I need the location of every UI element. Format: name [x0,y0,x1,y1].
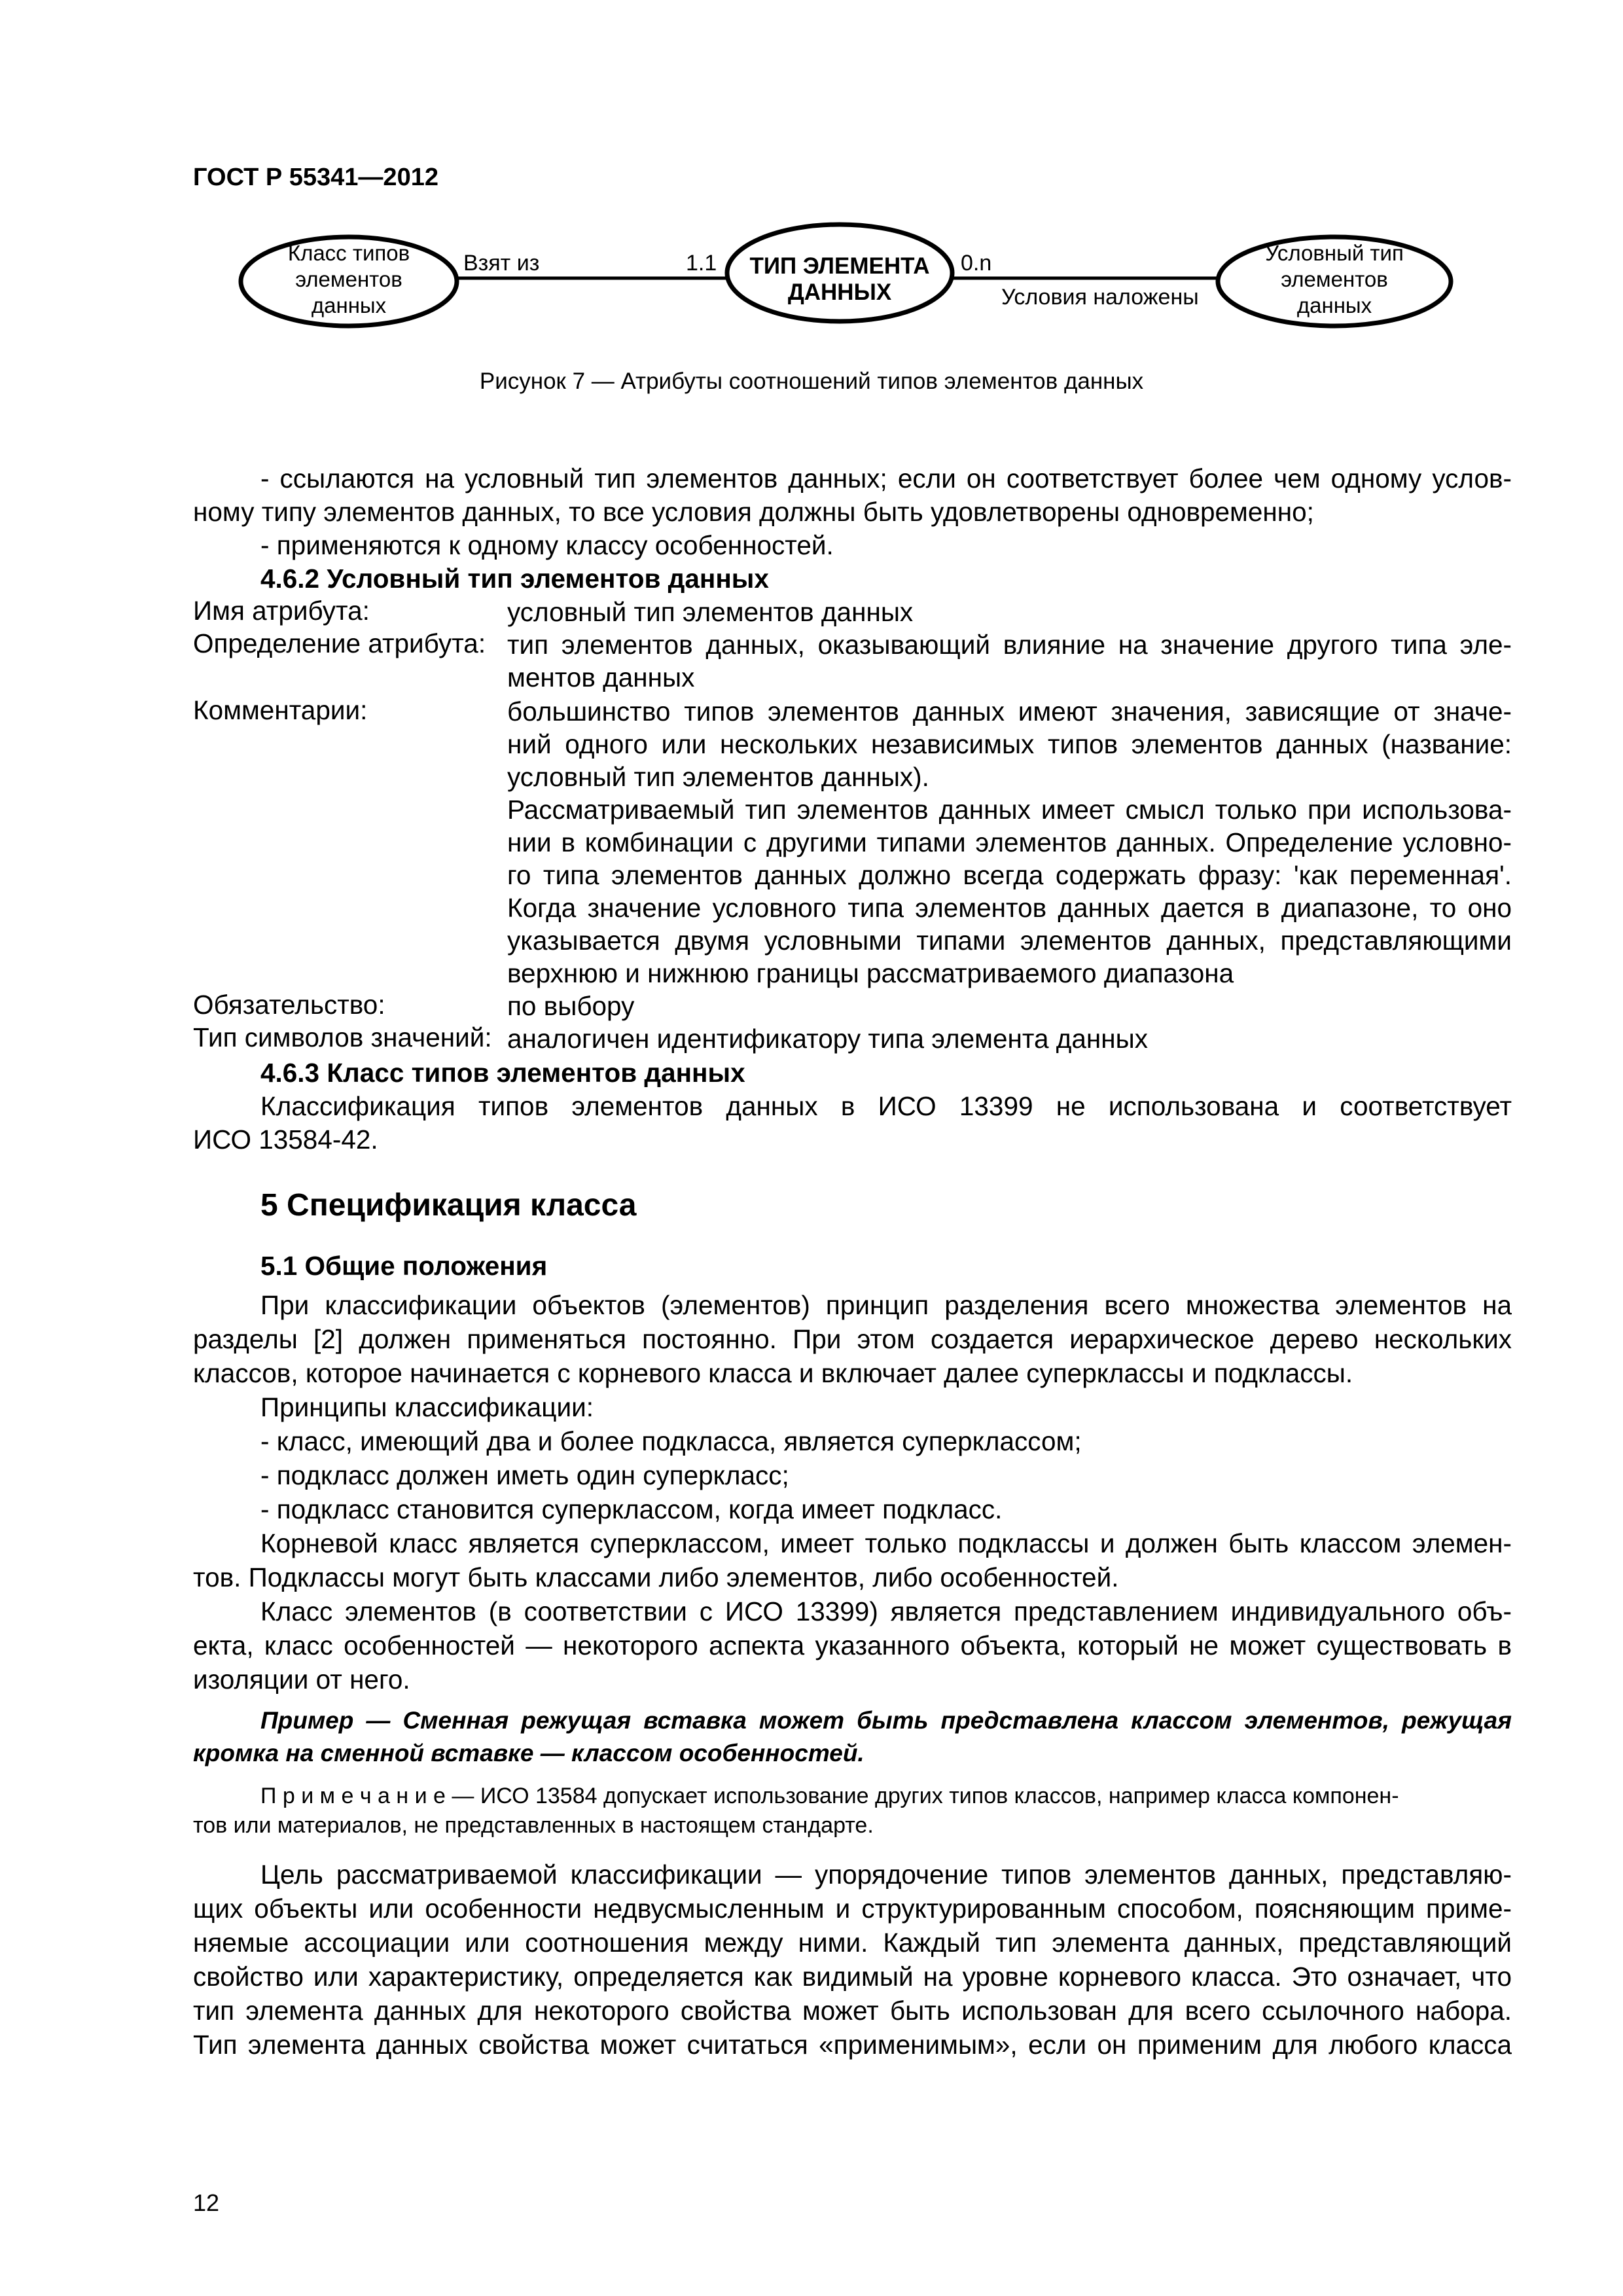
section-heading: 4.6.2 Условный тип элементов данных [260,564,769,594]
section-heading: 4.6.3 Класс типов элементов данных [260,1058,745,1088]
subsection-heading: 5.1 Общие положения [260,1251,548,1281]
paragraph-line: Цель рассматриваемой классификации — упорядочение типов элементов данных, представляю- [260,1859,1512,1890]
list-item: - подкласс должен иметь один суперкласс; [260,1460,789,1490]
attr-value: указывается двумя условными типами элементов данных, представляющими [507,925,1512,956]
right-node-line-2: элементов [1281,267,1388,291]
paragraph-line: разделы [2] должен применяться постоянно. При этом создается иерархическое дерево нескольких [193,1324,1512,1354]
figure-caption: Рисунок 7 — Атрибуты соотношений типов элементов данных [479,368,1144,394]
paragraph-line: классов, которое начинается с корневого класса и включает далее суперклассы и подклассы. [193,1358,1353,1388]
left-node-line-1: Класс типов [287,241,410,265]
left-cardinality: 1.1 [686,251,717,276]
left-node-line-3: данных [311,293,387,317]
example-line: Пример — Сменная режущая вставка может быть представлена классом элементов, режущая [260,1707,1512,1734]
note-line [260,1782,1512,1811]
attr-value: нии в комбинации с другими типами элементов данных. Определение условно- [507,827,1512,857]
right-node-line-1: Условный тип [1265,241,1404,265]
note-line: тов или материалов, не представленных в настоящем стандарте. [193,1813,874,1838]
right-cardinality: 0.n [961,251,992,276]
attr-value: условный тип элементов данных). [507,762,929,792]
bullet-text: - применяются к одному классу особенностей. [260,530,834,560]
attr-label: Имя атрибута: [193,596,370,626]
bullet-text: - ссылаются на условный тип элементов данных; если он соответствует более чем одному услов- [260,463,1512,493]
paragraph-line: няемые ассоциации или соотношения между ними. Каждый тип элемента данных, представляющий [193,1928,1512,1958]
attr-label: Определение атрибута: [193,628,486,658]
paragraph-line: щих объекты или особенности недвусмысленным и структурированным способом, поясняющим приме- [193,1893,1512,1924]
paragraph-line: Корневой класс является суперклассом, имеет только подклассы и должен быть классом элемен- [260,1528,1512,1558]
right-link-label: Условия наложены [1001,285,1199,310]
note-text: — ИСО 13584 допускает использование других типов классов, например класса компонен- [445,1784,1399,1808]
bullet-text: ному типу элементов данных, то все условия должны быть удовлетворены одновременно; [193,497,1314,527]
document-code: ГОСТ Р 55341—2012 [193,164,438,191]
paragraph-line: Класс элементов (в соответствии с ИСО 13399) является представлением индивидуального объ- [260,1596,1512,1626]
paragraph-line: тип элемента данных для некоторого свойства может быть использован для всего ссылочного набора. [193,1996,1512,2026]
attr-label: Обязательство: [193,990,385,1020]
paragraph-line: При классификации объектов (элементов) принцип разделения всего множества элементов на [260,1290,1512,1320]
paragraph-line: екта, класс особенностей — некоторого аспекта указанного объекта, который не может существовать в [193,1630,1512,1660]
relationship-diagram [0,0,1623,367]
attr-value: условный тип элементов данных [507,597,914,627]
attr-value: большинство типов элементов данных имеют значения, зависящие от значе- [507,696,1512,726]
paragraph-line: Классификация типов элементов данных в ИСО 13399 не использована и соответствует [260,1091,1512,1121]
paragraph-line: Тип элемента данных свойства может считаться «применимым», если он применим для любого класса [193,2030,1512,2060]
section-title: 5 Спецификация класса [260,1188,637,1223]
paragraph-line: тов. Подклассы могут быть классами либо элементов, либо особенностей. [193,1562,1119,1592]
center-node-line-2: ДАННЫХ [787,279,892,305]
attr-value: по выбору [507,991,635,1021]
left-link-label: Взят из [463,251,540,276]
right-node-line-3: данных [1296,293,1372,317]
attr-value: тип элементов данных, оказывающий влияние на значение другого типа эле- [507,630,1512,660]
example-line: кромка на сменной вставке — классом особенностей. [193,1740,865,1767]
attr-value: го типа элементов данных должно всегда содержать фразу: 'как переменная'. [507,860,1512,890]
attr-value: Когда значение условного типа элементов данных дается в диапазоне, то оно [507,893,1512,923]
left-node-line-2: элементов [295,267,402,291]
paragraph-line: свойство или характеристику, определяется как видимый на уровне корневого класса. Это означает, что [193,1962,1512,1992]
list-item: - класс, имеющий два и более подкласса, является суперклассом; [260,1426,1082,1456]
page-number: 12 [193,2189,220,2216]
paragraph-line: Принципы классификации: [260,1392,594,1422]
attr-value: верхнюю и нижнюю границы рассматриваемого диапазона [507,958,1234,988]
paragraph-line: ИСО 13584-42. [193,1124,378,1155]
attr-value: аналогичен идентификатору типа элемента данных [507,1024,1149,1054]
attr-value: Рассматриваемый тип элементов данных имеет смысл только при использова- [507,795,1512,825]
attr-label: Тип символов значений: [193,1022,492,1052]
note-label: П р и м е ч а н и е [260,1784,446,1808]
paragraph-line: изоляции от него. [193,1664,410,1695]
attr-value: ментов данных [507,662,695,692]
attr-label: Комментарии: [193,695,368,725]
attr-value: ний одного или нескольких независимых типов элементов данных (название: [507,729,1512,759]
list-item: - подкласс становится суперклассом, когда имеет подкласс. [260,1494,1003,1524]
center-node-line-1: ТИП ЭЛЕМЕНТА [749,253,930,279]
